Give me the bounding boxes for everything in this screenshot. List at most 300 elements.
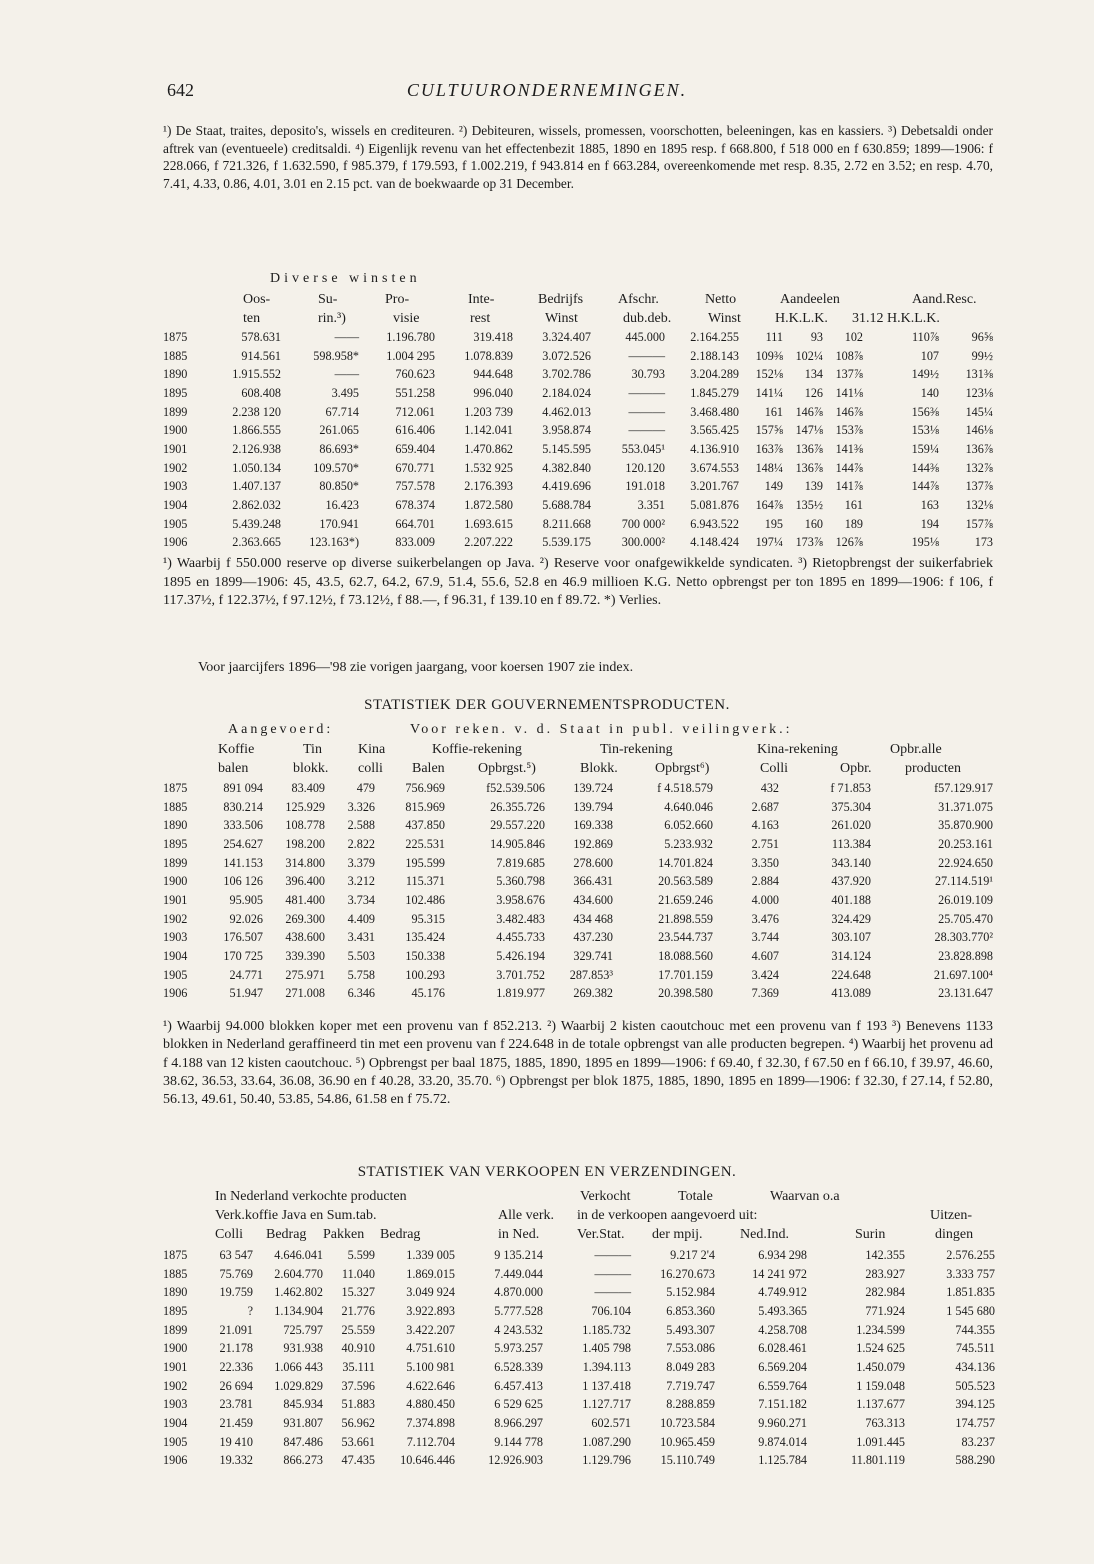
table-cell: 282.984 — [865, 1285, 905, 1300]
table-cell: 847.486 — [283, 1434, 323, 1449]
table-cell: 269.382 — [573, 986, 613, 1001]
table-cell: 163 — [920, 498, 939, 513]
table-cell: 11.801.119 — [851, 1453, 905, 1468]
footnotes-top: ¹) De Staat, traites, deposito's, wissels en crediteuren. ²) Debiteuren, wissels, promessen, voorschotten, beleeningen, kas en kassiers. ³) Debetsaldi onder aftrek van (eventueele) creditsaldi. ⁴) Eigenlijk revenu van het effectenbezit 1885, 1890 en 1895 resp. f 668.800, f 518 000 en f 630.859; 1899—1906: f 228.066, f 721.326, f 1.632.590, f 985.379, f 179.593, f 1.002.219, f 943.814 en f 663.284, overeenkomende met resp. 8.35, 2.72 en 3.52; en resp. 4.70, 7.41, 4.33, 0.86, 4.01, 3.01 en 2.15 pct. van de boekwaarde op 31 December. — [163, 123, 993, 191]
table-cell: 4.607 — [751, 949, 779, 964]
table-cell: 9.960.271 — [758, 1416, 807, 1431]
table-cell: 2.862.032 — [232, 498, 281, 513]
t2-h2-1: Tin — [303, 742, 322, 757]
table-cell: 20.398.580 — [658, 986, 713, 1001]
table-cell: 45.176 — [411, 986, 445, 1001]
table-row — [163, 985, 993, 1004]
table-row — [163, 421, 993, 440]
table-cell: 4.880.450 — [406, 1397, 455, 1412]
table-cell: 135½ — [795, 498, 823, 513]
table-cell: 333.506 — [223, 818, 263, 833]
table-cell: 3.204.289 — [690, 367, 739, 382]
table-cell: 4.640.046 — [664, 799, 713, 814]
t1-h2-2: visie — [393, 311, 420, 326]
table-cell: 6 529 625 — [494, 1397, 543, 1412]
table-cell: 5.145.595 — [542, 441, 591, 456]
row-year: 1905 — [163, 1434, 188, 1449]
table-cell: 278.600 — [573, 855, 613, 870]
table-cell: 75.769 — [219, 1266, 253, 1281]
table-cell: 10.646.446 — [400, 1453, 455, 1468]
t3-h3-6: der mpij. — [652, 1227, 703, 1242]
table-cell: 4.622.646 — [406, 1378, 455, 1393]
table-row — [163, 347, 993, 366]
table-cell: 22.924.650 — [938, 855, 993, 870]
table-cell: 149 — [764, 479, 783, 494]
table-cell: 153⅛ — [911, 423, 939, 438]
table-row — [163, 891, 993, 910]
table-cell: 144⅜ — [911, 460, 939, 475]
table-cell: 2.363.665 — [232, 535, 281, 550]
table-cell: 4.163 — [751, 818, 779, 833]
table-cell: 146⅞ — [835, 404, 863, 419]
t1-h1-4: Bedrijfs — [538, 292, 584, 307]
table-cell: 670.771 — [395, 460, 435, 475]
table-cell: 24.771 — [229, 967, 263, 982]
table-cell: 169.338 — [573, 818, 613, 833]
table-cell: 4.419.696 — [542, 479, 591, 494]
table-cell: 6.052.660 — [664, 818, 713, 833]
table-row — [163, 1377, 995, 1396]
table-row — [163, 966, 993, 985]
table-cell: 145¼ — [965, 404, 993, 419]
table-cell: 22.336 — [219, 1359, 253, 1374]
table-cell: 1 137.418 — [582, 1378, 631, 1393]
t2-header-b: Voor reken. v. d. Staat in publ. veilingverk.: — [410, 722, 793, 737]
table-cell: 21.459 — [219, 1416, 253, 1431]
table-cell: 2.126.938 — [232, 441, 281, 456]
table-cell: 815.969 — [405, 799, 445, 814]
table-cell: 156⅜ — [911, 404, 939, 419]
row-year: 1904 — [163, 498, 188, 513]
table-cell: 2.822 — [347, 836, 375, 851]
row-year: 1899 — [163, 855, 188, 870]
t2-h2-0: Koffie — [218, 742, 255, 757]
table-cell: 4.870.000 — [494, 1285, 543, 1300]
t1-h1-2: Pro- — [385, 292, 410, 307]
table-cell: 20.563.589 — [658, 874, 713, 889]
table-cell: 7.819.685 — [496, 855, 545, 870]
table-cell: 29.557.220 — [490, 818, 545, 833]
table-cell: ? — [247, 1303, 253, 1318]
table-cell: 9.217 2'4 — [670, 1247, 715, 1262]
table-cell: 141¼ — [755, 385, 783, 400]
table-cell: 1.137.677 — [856, 1397, 905, 1412]
table-cell: 931.807 — [283, 1416, 323, 1431]
table-cell: 27.114.519¹ — [934, 874, 993, 889]
table-cell: 4.749.912 — [758, 1285, 807, 1300]
notes-table2: ¹) Waarbij 94.000 blokken koper met een provenu van f 852.213. ²) Waarbij 2 kisten caoutchouc met een provenu van f 193 ³) Benevens 1133 blokken in Nederland geraffineerd tin met een provenu van f 224.648 in de totale opbrengst van alle producten begrepen. ⁴) Waarbij het provenu ad f 4.188 van 12 kisten caoutchouc. ⁵) Opbrengst per baal 1875, 1885, 1890, 1895 en 1899—1906: f 69.40, f 32.30, f 67.50 en f 66.10, f 39.97, 46.60, 38.62, 36.53, 33.64, 36.08, 36.90 en f 40.28, 33.20, 35.70. ⁶) Opbrengst per blok 1875, 1885, 1890, 1895 en 1899—1906: f 32.30, f 27.14, f 52.80, 56.13, 49.61, 50.40, 53.85, 54.86, 61.58 en f 75.72. — [163, 1019, 993, 1108]
table-cell: 4.258.708 — [758, 1322, 807, 1337]
table-cell: 745.511 — [955, 1341, 995, 1356]
row-year: 1904 — [163, 949, 188, 964]
table-cell: 25.559 — [341, 1322, 375, 1337]
table-cell: 23.544.737 — [658, 930, 713, 945]
t2-header-a: Aangevoerd: — [228, 722, 334, 737]
table-cell: 8.288.859 — [666, 1397, 715, 1412]
t1-h2-4: Winst — [545, 311, 578, 326]
table-cell: 3.744 — [751, 930, 779, 945]
table-row — [163, 478, 993, 497]
table-cell: 159¼ — [911, 441, 939, 456]
t1-h1-5: Afschr. — [618, 292, 659, 307]
t3-h3-5: Ver.Stat. — [577, 1227, 625, 1242]
t3-h3-2: Pakken — [323, 1227, 365, 1242]
table-cell: 109⅜ — [755, 348, 783, 363]
table-cell: 4.148.424 — [690, 535, 739, 550]
table-cell: 2.164.255 — [690, 329, 739, 344]
row-year: 1901 — [163, 441, 188, 456]
t2-h3-8: Opbr. — [840, 761, 872, 776]
table-cell: 1.470.862 — [464, 441, 513, 456]
table-cell: 161 — [764, 404, 783, 419]
table-cell: 5.599 — [347, 1247, 375, 1262]
table-cell: 137⅞ — [965, 479, 993, 494]
table-cell: 146⅞ — [795, 404, 823, 419]
table-cell: 434 468 — [573, 911, 613, 926]
table-cell: 1.185.732 — [582, 1322, 631, 1337]
row-year: 1900 — [163, 1341, 188, 1356]
t2-h3-5: Blokk. — [580, 761, 618, 776]
table-cell: 1.004 295 — [386, 348, 435, 363]
table-cell: 14.905.846 — [490, 836, 545, 851]
table-cell: —— — [334, 367, 359, 382]
t2-h3-4: Opbrgst.⁵) — [478, 761, 536, 776]
table-cell: 2.176.393 — [464, 479, 513, 494]
table-cell: 2.588 — [347, 818, 375, 833]
table-cell: 51.947 — [229, 986, 263, 1001]
table-cell: 4.462.013 — [542, 404, 591, 419]
running-title: CULTUURONDERNEMINGEN. — [406, 80, 688, 100]
table-cell: 396.400 — [285, 874, 325, 889]
table-row — [163, 515, 993, 534]
table-cell: 80.850* — [319, 479, 359, 494]
table-cell: 123.163*) — [309, 535, 359, 550]
table-row — [163, 1358, 995, 1377]
table-cell: ——— — [628, 404, 665, 419]
t1-h2-8: 31.12 H.K.L.K. — [852, 311, 940, 326]
table-row — [163, 910, 993, 929]
table-cell: 931.938 — [283, 1341, 323, 1356]
table-cell: 170 725 — [223, 949, 263, 964]
table-cell: 394.125 — [955, 1397, 995, 1412]
table-cell: 1.129.796 — [582, 1453, 631, 1468]
table-cell: 47.435 — [341, 1453, 375, 1468]
table-cell: 1.203 739 — [464, 404, 513, 419]
table-cell: 261.020 — [831, 818, 871, 833]
table-cell: 132⅛ — [965, 498, 993, 513]
table-cell: 437.230 — [573, 930, 613, 945]
row-year: 1905 — [163, 967, 188, 982]
table-cell: 51.883 — [341, 1397, 375, 1412]
table-cell: 170.941 — [319, 516, 359, 531]
t2-h2-5: Kina-rekening — [757, 742, 838, 757]
table-cell: 505.523 — [955, 1378, 995, 1393]
table-cell: 756.969 — [405, 780, 445, 795]
table-cell: 3.702.786 — [542, 367, 591, 382]
table-row — [163, 1265, 995, 1284]
table-cell: 137⅞ — [835, 367, 863, 382]
row-year: 1906 — [163, 535, 188, 550]
table-cell: 21.697.100⁴ — [933, 967, 993, 982]
row-year: 1904 — [163, 1416, 188, 1431]
row-year: 1901 — [163, 1359, 188, 1374]
table-cell: 432 — [760, 780, 779, 795]
table-cell: 375.304 — [831, 799, 871, 814]
t1-h2-0: ten — [243, 311, 261, 326]
table-cell: 4.000 — [751, 892, 779, 907]
notes-table1-last: Voor jaarcijfers 1896—'98 zie vorigen jaargang, voor koersen 1907 zie index. — [198, 660, 634, 675]
table-cell: 413.089 — [831, 986, 871, 1001]
t1-h2-3: rest — [470, 311, 491, 326]
table-cell: 95.905 — [229, 892, 263, 907]
table-cell: 7.369 — [751, 986, 779, 1001]
t3-h3-1: Bedrag — [266, 1227, 307, 1242]
table-cell: 126⅞ — [835, 535, 863, 550]
table-cell: 108⅞ — [835, 348, 863, 363]
table-cell: 144⅞ — [911, 479, 939, 494]
table-cell: 3.734 — [347, 892, 375, 907]
table-cell: 866.273 — [283, 1453, 323, 1468]
table-cell: 7.112.704 — [406, 1434, 455, 1449]
row-year: 1905 — [163, 516, 188, 531]
table-cell: 1.450.079 — [856, 1359, 905, 1374]
table-cell: 115.371 — [405, 874, 445, 889]
table-cell: 2.207.222 — [464, 535, 513, 550]
table-cell: 481.400 — [285, 892, 325, 907]
table-cell: 1.845.279 — [690, 385, 739, 400]
table-cell: 2.751 — [751, 836, 779, 851]
table-cell: 4.751.610 — [406, 1341, 455, 1356]
table-cell: 8.966.297 — [494, 1416, 543, 1431]
table-cell: 140 — [920, 385, 939, 400]
table-cell: 1.339 005 — [406, 1247, 455, 1262]
table-cell: 23.131.647 — [938, 986, 993, 1001]
table-cell: 4.409 — [347, 911, 375, 926]
table-cell: ——— — [594, 1285, 631, 1300]
row-year: 1885 — [163, 1266, 188, 1281]
table-cell: 6.943.522 — [690, 516, 739, 531]
table-cell: f57.129.917 — [934, 780, 993, 795]
table-cell: 136⅞ — [965, 441, 993, 456]
table-cell: 760.623 — [395, 367, 435, 382]
table-cell: 830.214 — [223, 799, 263, 814]
table-cell: 35.870.900 — [938, 818, 993, 833]
table-cell: 3.049 924 — [406, 1285, 455, 1300]
table-cell: 19 410 — [219, 1434, 253, 1449]
table-cell: 5.426.194 — [496, 949, 545, 964]
t2-h2-6: Opbr.alle — [890, 742, 942, 757]
table-cell: 7.719.747 — [666, 1378, 715, 1393]
table-cell: 161 — [844, 498, 863, 513]
table-cell: 99½ — [971, 348, 993, 363]
t2-h3-0: balen — [218, 761, 249, 776]
table-cell: 616.406 — [395, 423, 435, 438]
table-cell: 2.884 — [751, 874, 779, 889]
table-cell: 1.405 798 — [582, 1341, 631, 1356]
table-cell: 11.040 — [341, 1266, 375, 1281]
table-cell: 5.973.257 — [494, 1341, 543, 1356]
table-row — [163, 459, 993, 478]
t2-h2-2: Kina — [358, 742, 386, 757]
table-cell: 324.429 — [831, 911, 871, 926]
table-cell: 445.000 — [625, 329, 665, 344]
table-row — [163, 816, 993, 835]
table-row — [163, 496, 993, 515]
gouvernementsproducten-table — [163, 779, 993, 1003]
table-cell: 1.127.717 — [582, 1397, 631, 1412]
table-cell: 164⅞ — [755, 498, 783, 513]
table-cell: 18.088.560 — [658, 949, 713, 964]
table-cell: 4 243.532 — [494, 1322, 543, 1337]
table-cell: 3.422.207 — [406, 1322, 455, 1337]
table-cell: 141.153 — [223, 855, 263, 870]
table-cell: 1.134.904 — [274, 1303, 323, 1318]
notes-table1: ¹) Waarbij f 550.000 reserve op diverse suikerbelangen op Java. ²) Reserve voor onafgewikkelde syndicaten. ³) Rietopbrengst der suikerfabriek 1895 en 1899—1906: 45, 43.5, 62.7, 64.2, 67.9, 51.4, 55.6, 52.8 en 46.9 millioen K.G. Netto opbrengst per ton 1895 en 1899—1906: f 106, f 117.37½, f 122.37½, f 97.12½, f 73.12½, f 88.—, f 96.31, f 139.10 en f 89.72. *) Verlies. — [163, 556, 993, 608]
table-cell: 1.087.290 — [582, 1434, 631, 1449]
table-row — [163, 929, 993, 948]
table-cell: 6.559.764 — [758, 1378, 807, 1393]
table-cell: 9.874.014 — [758, 1434, 807, 1449]
table-cell: 271.008 — [285, 986, 325, 1001]
table-row — [163, 947, 993, 966]
row-year: 1900 — [163, 874, 188, 889]
table-cell: 195.599 — [405, 855, 445, 870]
table-cell: 37.596 — [341, 1378, 375, 1393]
t3-h3-0: Colli — [215, 1227, 244, 1242]
table-cell: 5.493.365 — [758, 1303, 807, 1318]
table-cell: 700 000² — [621, 516, 665, 531]
table-cell: f52.539.506 — [486, 780, 545, 795]
table-cell: 6.934 298 — [758, 1247, 807, 1262]
row-year: 1903 — [163, 479, 188, 494]
table-cell: 120.120 — [625, 460, 665, 475]
row-year: 1900 — [163, 423, 188, 438]
table-cell: 96⅝ — [971, 329, 993, 344]
table-cell: 3.476 — [751, 911, 779, 926]
table-cell: 300.000² — [621, 535, 665, 550]
table-cell: 771.924 — [865, 1303, 905, 1318]
table-cell: 225.531 — [405, 836, 445, 851]
t1-h1-0: Oos- — [243, 292, 271, 307]
table-cell: 2.576.255 — [946, 1247, 995, 1262]
t2-h3-9: producten — [905, 761, 961, 776]
table-cell: 136⅞ — [795, 460, 823, 475]
table-cell: 108.778 — [285, 818, 325, 833]
table-cell: 757.578 — [395, 479, 435, 494]
table-cell: 157⅝ — [755, 423, 783, 438]
t1-h2-6: Winst — [708, 311, 741, 326]
table-cell: 1.851.835 — [946, 1285, 995, 1300]
table-cell: 5.688.784 — [542, 498, 591, 513]
t1-h1-1: Su- — [318, 292, 338, 307]
t3-h1-1: Verkocht — [580, 1189, 631, 1204]
table-row — [163, 1283, 995, 1302]
table-cell: 198.200 — [285, 836, 325, 851]
table-cell: ——— — [628, 348, 665, 363]
table-cell: 150.338 — [405, 949, 445, 964]
table-cell: 132⅞ — [965, 460, 993, 475]
table-cell: 891 094 — [223, 780, 263, 795]
table-cell: 3.201.767 — [690, 479, 739, 494]
table-row — [163, 1302, 995, 1321]
t2-h2-3: Koffie-rekening — [432, 742, 522, 757]
table-cell: 195⅛ — [911, 535, 939, 550]
table-cell: 6.028.461 — [758, 1341, 807, 1356]
table-cell: 176.507 — [223, 930, 263, 945]
table-cell: 1.196.780 — [386, 329, 435, 344]
table-cell: 93 — [810, 329, 823, 344]
table-cell: 21.091 — [219, 1322, 253, 1337]
table-row — [163, 1246, 995, 1265]
table-cell: 608.408 — [241, 385, 281, 400]
table-cell: 113.384 — [831, 836, 871, 851]
table-row — [163, 1414, 995, 1433]
row-year: 1902 — [163, 911, 188, 926]
table-cell: 5.439.248 — [232, 516, 281, 531]
table-cell: 7.553.086 — [666, 1341, 715, 1356]
table-cell: 845.934 — [283, 1397, 323, 1412]
table-cell: 102¼ — [795, 348, 823, 363]
table-cell: 1.524 625 — [856, 1341, 905, 1356]
table-cell: 5.503 — [347, 949, 375, 964]
table-cell: 3.701.752 — [496, 967, 545, 982]
table-cell: 141⅜ — [835, 441, 863, 456]
table-cell: 15.327 — [341, 1285, 375, 1300]
table-cell: 141⅛ — [835, 385, 863, 400]
table-cell: 95.315 — [411, 911, 445, 926]
t3-h3-9: dingen — [935, 1227, 974, 1242]
table-row — [163, 534, 993, 553]
table-cell: 26.019.109 — [938, 892, 993, 907]
table-cell: 8.049 283 — [666, 1359, 715, 1374]
table-cell: 1.872.580 — [464, 498, 513, 513]
table-cell: 401.188 — [831, 892, 871, 907]
table-cell: 157⅞ — [965, 516, 993, 531]
table-cell: 598.958* — [313, 348, 359, 363]
table-cell: 146⅛ — [965, 423, 993, 438]
table-row — [163, 365, 993, 384]
table-cell: 6.457.413 — [494, 1378, 543, 1393]
row-year: 1885 — [163, 348, 188, 363]
table-cell: 8.211.668 — [542, 516, 591, 531]
table-cell: 3.922.893 — [406, 1303, 455, 1318]
table-row — [163, 440, 993, 459]
table-cell: 16.423 — [325, 498, 359, 513]
table-cell: 12.926.903 — [488, 1453, 543, 1468]
row-year: 1901 — [163, 892, 188, 907]
row-year: 1875 — [163, 780, 188, 795]
table-cell: 106 126 — [223, 874, 263, 889]
table-cell: 63 547 — [219, 1247, 253, 1262]
table-cell: 678.374 — [395, 498, 435, 513]
winsten-table — [163, 328, 993, 552]
table-cell: 173⅞ — [795, 535, 823, 550]
table-cell: 3.379 — [347, 855, 375, 870]
table-cell: 329.741 — [573, 949, 613, 964]
table-cell: 107 — [920, 348, 939, 363]
table-cell: 160 — [804, 516, 823, 531]
row-year: 1885 — [163, 799, 188, 814]
t1-h1-8: Aand.Resc. — [912, 292, 977, 307]
table-cell: 92.026 — [229, 911, 263, 926]
table-cell: 16.270.673 — [660, 1266, 715, 1281]
table-cell: 1.078.839 — [464, 348, 513, 363]
